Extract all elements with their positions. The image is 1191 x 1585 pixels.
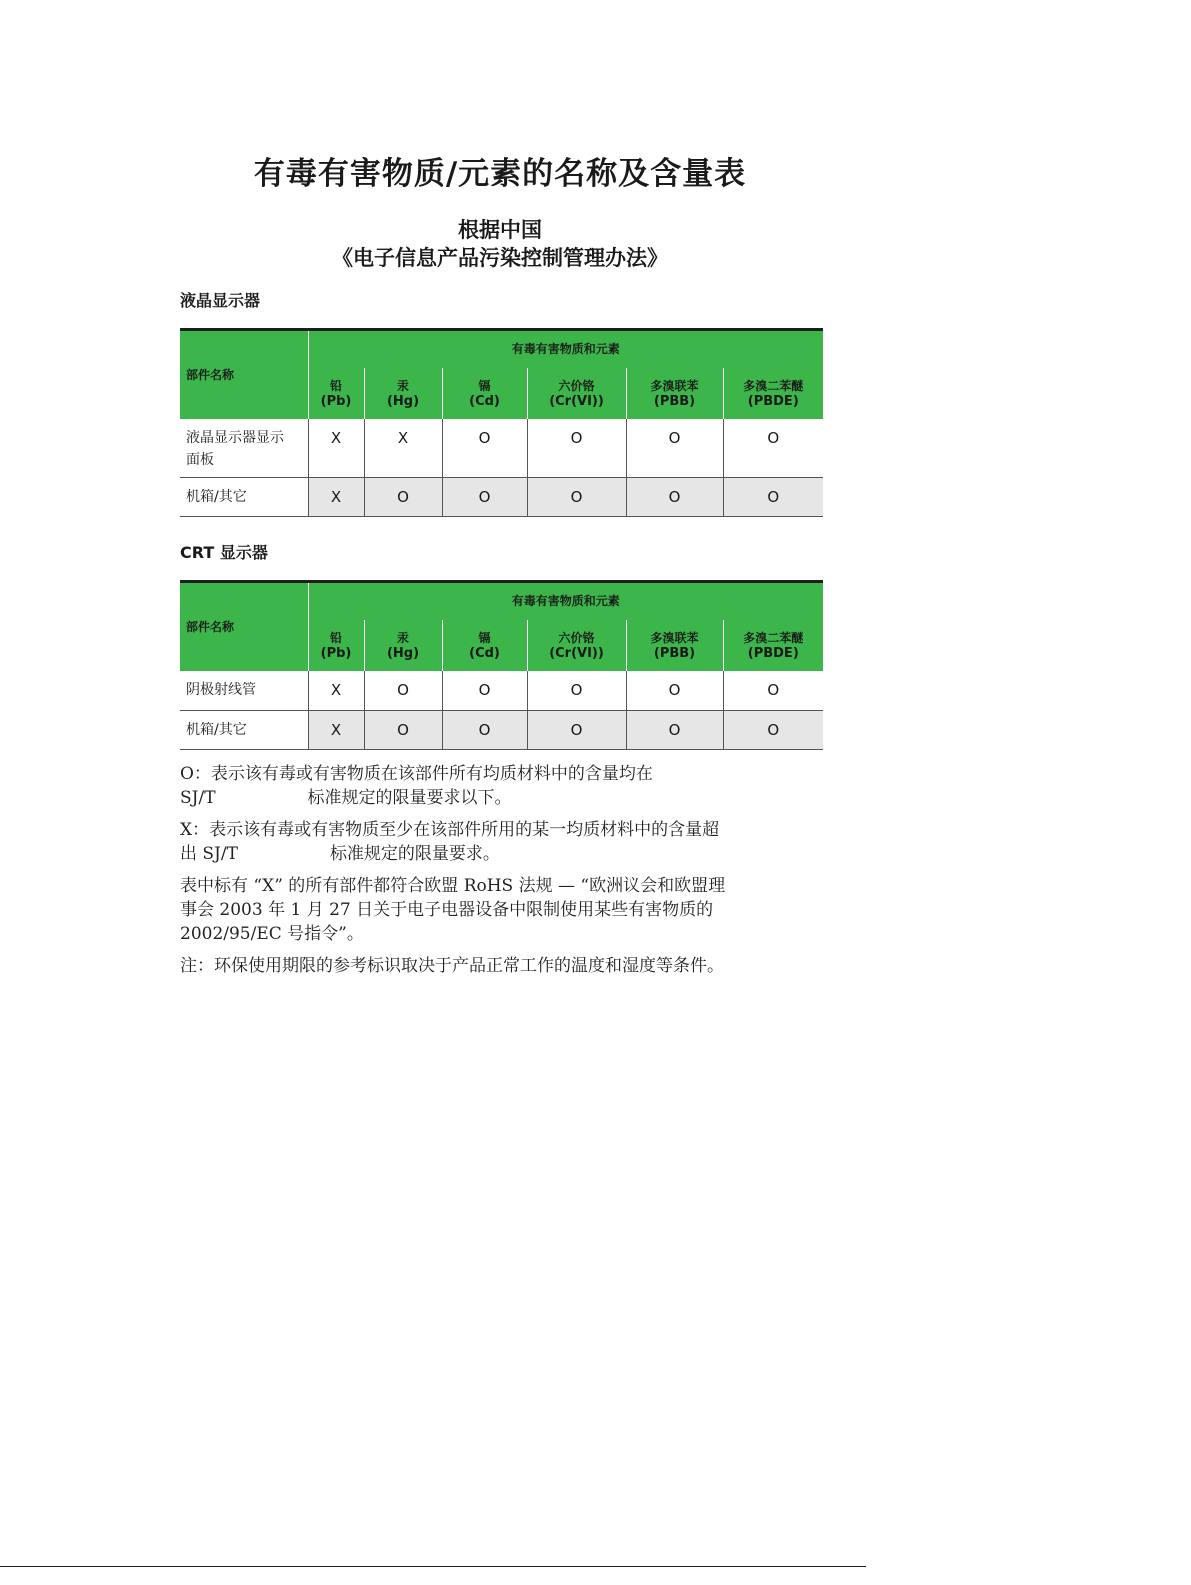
value-cell: X	[308, 671, 364, 710]
crt-substance-table	[180, 580, 823, 750]
section-heading-lcd: 液晶显示器	[180, 291, 261, 310]
subtitle-line-2: 《电子信息产品污染控制管理办法》	[332, 246, 668, 270]
column-header-pbde: 多溴二苯醚 (PBDE)	[723, 620, 823, 671]
lcd-substance-table	[180, 328, 823, 517]
column-header-cd: 镉 (Cd)	[442, 368, 527, 419]
subtitle-line-1: 根据中国	[458, 218, 542, 242]
substance-group-header: 有毒有害物质和元素	[308, 582, 823, 621]
value-cell: O	[626, 477, 723, 516]
value-cell: O	[364, 671, 442, 710]
page-title: 有毒有害物质/元素的名称及含量表	[253, 156, 747, 192]
table-row	[180, 477, 823, 516]
value-cell: O	[527, 710, 626, 749]
column-header-cd: 镉 (Cd)	[442, 620, 527, 671]
part-name-header: 部件名称	[180, 330, 308, 420]
column-header-hg: 汞 (Hg)	[364, 620, 442, 671]
column-header-pbde: 多溴二苯醚 (PBDE)	[723, 368, 823, 419]
value-cell: X	[308, 419, 364, 477]
table-row	[180, 419, 823, 477]
note-x: X：表示该有毒或有害物质至少在该部件所用的某一均质材料中的含量超 出 SJ/T 标准规定的限量要求。	[180, 820, 720, 864]
section-heading-crt: CRT 显示器	[180, 543, 268, 562]
column-header-cr6: 六价铬 (Cr(VI))	[527, 368, 626, 419]
value-cell: O	[723, 710, 823, 749]
part-name-cell: 阴极射线管	[180, 671, 308, 710]
value-cell: O	[442, 477, 527, 516]
column-header-pbb: 多溴联苯 (PBB)	[626, 368, 723, 419]
value-cell: O	[527, 477, 626, 516]
value-cell: O	[527, 671, 626, 710]
note-o: O：表示该有毒或有害物质在该部件所有均质材料中的含量均在 SJ/T 标准规定的限量要求以下。	[180, 764, 653, 808]
value-cell: X	[308, 477, 364, 516]
value-cell: O	[364, 710, 442, 749]
bottom-divider	[0, 1566, 866, 1567]
value-cell: O	[442, 419, 527, 477]
value-cell: O	[723, 671, 823, 710]
column-header-pb: 铅 (Pb)	[308, 620, 364, 671]
value-cell: X	[364, 419, 442, 477]
footnote: 注：环保使用期限的参考标识取决于产品正常工作的温度和湿度等条件。	[180, 956, 724, 976]
table-row	[180, 671, 823, 710]
table-row	[180, 710, 823, 749]
column-header-cr6: 六价铬 (Cr(VI))	[527, 620, 626, 671]
value-cell: O	[442, 710, 527, 749]
value-cell: O	[527, 419, 626, 477]
value-cell: O	[364, 477, 442, 516]
column-header-hg: 汞 (Hg)	[364, 368, 442, 419]
substance-group-header: 有毒有害物质和元素	[308, 330, 823, 369]
part-name-cell: 液晶显示器显示 面板	[180, 419, 308, 477]
value-cell: O	[723, 419, 823, 477]
note-rohs: 表中标有 “X” 的所有部件都符合欧盟 RoHS 法规 — “欧洲议会和欧盟理 事会 2003 年 1 月 27 日关于电子电器设备中限制使用某些有害物质的 2002/95/EC 号指令”。	[180, 876, 726, 944]
column-header-pb: 铅 (Pb)	[308, 368, 364, 419]
value-cell: X	[308, 710, 364, 749]
part-name-header: 部件名称	[180, 582, 308, 672]
value-cell: O	[442, 671, 527, 710]
value-cell: O	[626, 419, 723, 477]
value-cell: O	[626, 671, 723, 710]
value-cell: O	[626, 710, 723, 749]
value-cell: O	[723, 477, 823, 516]
notes-block	[180, 762, 830, 986]
part-name-cell: 机箱/其它	[180, 477, 308, 516]
column-header-pbb: 多溴联苯 (PBB)	[626, 620, 723, 671]
part-name-cell: 机箱/其它	[180, 710, 308, 749]
